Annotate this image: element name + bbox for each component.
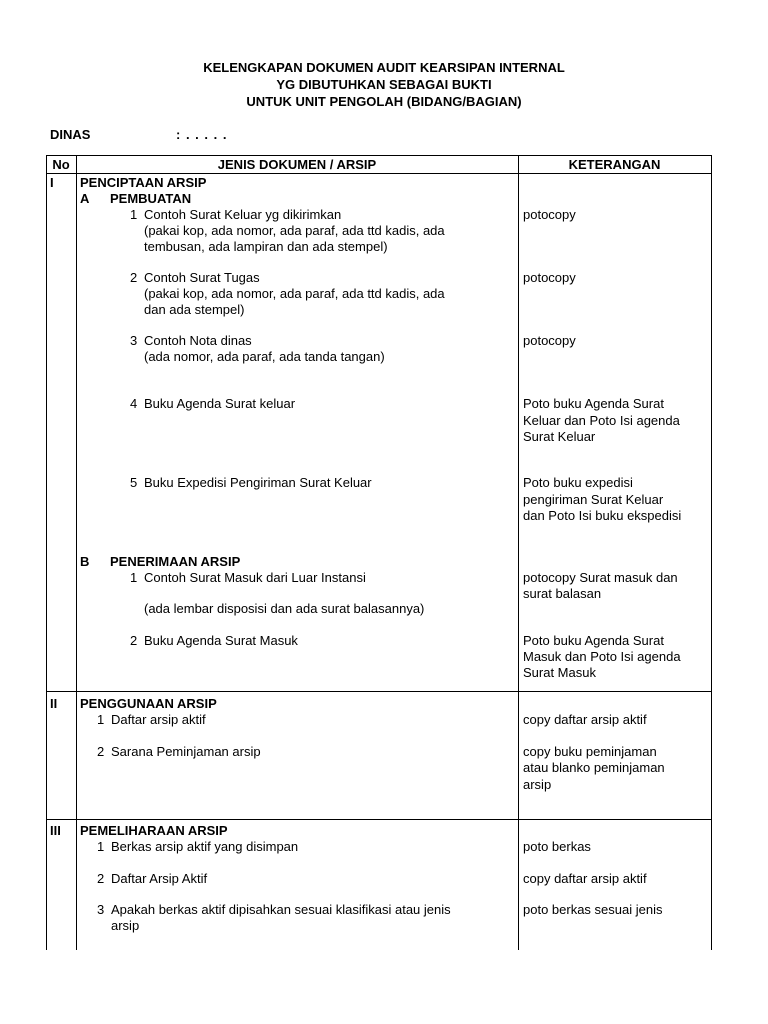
table-top-border <box>46 155 712 156</box>
item-keterangan: pengiriman Surat Keluar <box>523 492 664 507</box>
subsection-title: PENERIMAAN ARSIP <box>110 554 241 569</box>
section-divider-2 <box>46 819 712 820</box>
header-jenis: JENIS DOKUMEN / ARSIP <box>217 157 377 172</box>
header-no: No <box>52 157 70 172</box>
item-text: (ada lembar disposisi dan ada surat balasannya) <box>144 601 425 616</box>
item-keterangan: copy daftar arsip aktif <box>523 871 647 886</box>
table-left-border <box>46 155 47 950</box>
col-divider-ket <box>518 155 519 950</box>
item-keterangan: arsip <box>523 777 552 792</box>
item-keterangan: Surat Masuk <box>523 665 596 680</box>
dinas-label: DINAS <box>50 127 91 142</box>
item-number: 3 <box>97 902 105 917</box>
item-keterangan: potocopy Surat masuk dan <box>523 570 678 585</box>
item-keterangan: Poto buku expedisi <box>523 475 633 490</box>
item-text: (ada nomor, ada paraf, ada tanda tangan) <box>144 349 385 364</box>
item-number: 1 <box>130 207 138 222</box>
item-keterangan: potocopy <box>523 270 576 285</box>
header-bottom-border <box>46 173 712 174</box>
subsection-letter: B <box>80 554 90 569</box>
section-divider-1 <box>46 691 712 692</box>
item-text: tembusan, ada lampiran dan ada stempel) <box>144 239 388 254</box>
item-keterangan: copy daftar arsip aktif <box>523 712 647 727</box>
item-text: Buku Expedisi Pengiriman Surat Keluar <box>144 475 372 490</box>
item-text: Contoh Surat Tugas <box>144 270 260 285</box>
item-text: dan ada stempel) <box>144 302 245 317</box>
document-title <box>0 59 768 110</box>
subsection-title: PEMBUATAN <box>110 191 192 206</box>
item-text: Daftar Arsip Aktif <box>111 871 208 886</box>
item-keterangan: poto berkas <box>523 839 591 854</box>
col-divider-no <box>76 155 77 950</box>
item-keterangan: dan Poto Isi buku ekspedisi <box>523 508 682 523</box>
item-text: arsip <box>111 918 140 933</box>
item-text: Daftar arsip aktif <box>111 712 206 727</box>
item-text: (pakai kop, ada nomor, ada paraf, ada ttd kadis, ada <box>144 286 445 301</box>
section-title: PENGGUNAAN ARSIP <box>80 696 217 711</box>
item-keterangan: Poto buku Agenda Surat <box>523 396 664 411</box>
item-number: 1 <box>97 839 105 854</box>
section-title: PENCIPTAAN ARSIP <box>80 175 207 190</box>
item-number: 5 <box>130 475 138 490</box>
item-keterangan: atau blanko peminjaman <box>523 760 665 775</box>
header-keterangan: KETERANGAN <box>568 157 661 172</box>
item-keterangan: Keluar dan Poto Isi agenda <box>523 413 680 428</box>
item-text: Sarana Peminjaman arsip <box>111 744 261 759</box>
item-number: 2 <box>97 744 105 759</box>
table-right-border <box>711 155 712 950</box>
item-number: 4 <box>130 396 138 411</box>
item-text: Buku Agenda Surat keluar <box>144 396 296 411</box>
item-keterangan: potocopy <box>523 333 576 348</box>
section-no: III <box>50 823 61 838</box>
item-number: 2 <box>130 270 138 285</box>
item-keterangan: potocopy <box>523 207 576 222</box>
item-text: Apakah berkas aktif dipisahkan sesuai klasifikasi atau jenis <box>111 902 451 917</box>
item-keterangan: Surat Keluar <box>523 429 596 444</box>
section-no: I <box>50 175 54 190</box>
item-number: 1 <box>97 712 105 727</box>
item-keterangan: Masuk dan Poto Isi agenda <box>523 649 681 664</box>
item-number: 3 <box>130 333 138 348</box>
dinas-value: : . . . . . <box>176 127 228 142</box>
subsection-letter: A <box>80 191 90 206</box>
item-keterangan: Poto buku Agenda Surat <box>523 633 664 648</box>
item-keterangan: surat balasan <box>523 586 602 601</box>
title-line-1: KELENGKAPAN DOKUMEN AUDIT KEARSIPAN INTERNAL <box>203 60 565 75</box>
item-text: (pakai kop, ada nomor, ada paraf, ada ttd kadis, ada <box>144 223 445 238</box>
title-line-3: UNTUK UNIT PENGOLAH (BIDANG/BAGIAN) <box>246 94 522 109</box>
section-no: II <box>50 696 58 711</box>
item-text: Buku Agenda Surat Masuk <box>144 633 298 648</box>
item-number: 2 <box>130 633 138 648</box>
item-text: Contoh Surat Keluar yg dikirimkan <box>144 207 342 222</box>
item-number: 2 <box>97 871 105 886</box>
item-text: Contoh Surat Masuk dari Luar Instansi <box>144 570 366 585</box>
item-number: 1 <box>130 570 138 585</box>
item-keterangan: poto berkas sesuai jenis <box>523 902 663 917</box>
item-keterangan: copy buku peminjaman <box>523 744 657 759</box>
item-text: Berkas arsip aktif yang disimpan <box>111 839 299 854</box>
title-line-2: YG DIBUTUHKAN SEBAGAI BUKTI <box>276 77 492 92</box>
section-title: PEMELIHARAAN ARSIP <box>80 823 228 838</box>
item-text: Contoh Nota dinas <box>144 333 252 348</box>
